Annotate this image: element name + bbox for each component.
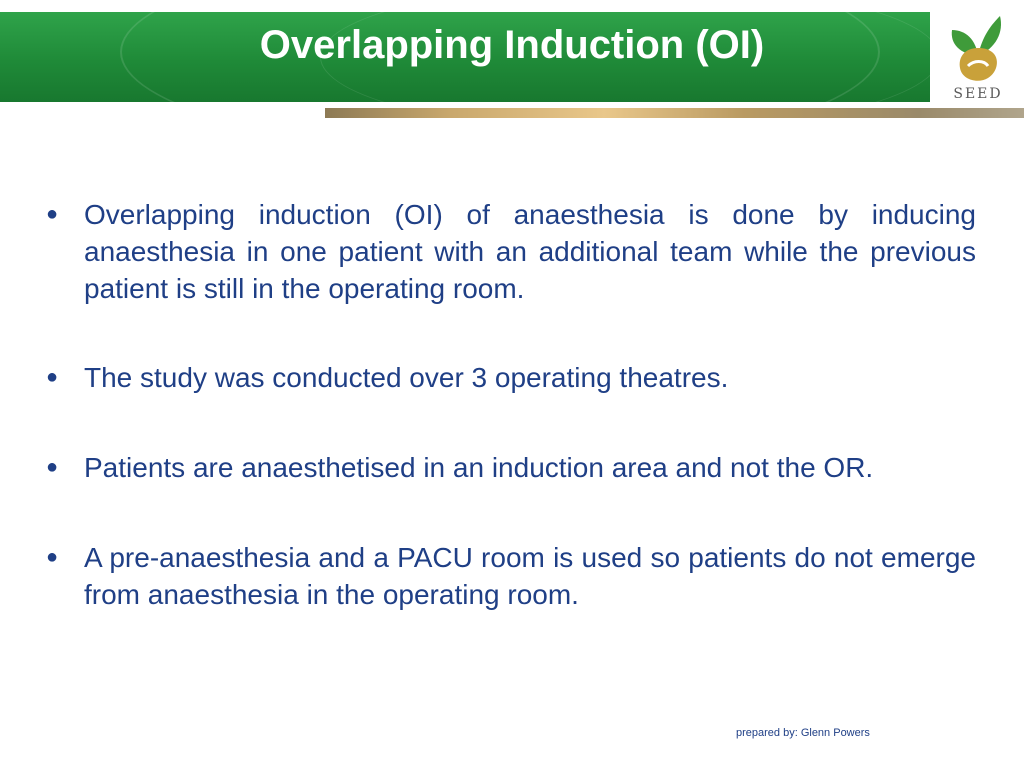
bullet-text: Patients are anaesthetised in an induction area and not the OR.	[84, 452, 874, 483]
bullet-text: The study was conducted over 3 operating theatres.	[84, 362, 729, 393]
slide-title: Overlapping Induction (OI)	[259, 23, 765, 67]
bullet-icon: ●	[46, 366, 59, 388]
list-item	[44, 539, 976, 613]
bullet-text: A pre-anaesthesia and a PACU room is used so patients do not emerge from anaesthesia in the operating room.	[84, 542, 976, 610]
accent-strip	[325, 108, 1024, 118]
bullet-list	[44, 196, 976, 613]
bullet-icon: ●	[46, 203, 59, 225]
seed-logo	[938, 8, 1018, 106]
list-item	[44, 359, 976, 396]
bullet-text: Overlapping induction (OI) of anaesthesia is done by inducing anaesthesia in one patient with an additional team while the previous patient is still in the operating room.	[84, 199, 976, 304]
bullet-icon: ●	[46, 456, 59, 478]
logo-wordmark: SEED	[953, 86, 1003, 102]
list-item	[44, 196, 976, 307]
list-item	[44, 449, 976, 486]
seed-logo-icon	[938, 8, 1018, 88]
footer-credit: prepared by: Glenn Powers	[736, 727, 870, 739]
bullet-icon: ●	[46, 546, 59, 568]
